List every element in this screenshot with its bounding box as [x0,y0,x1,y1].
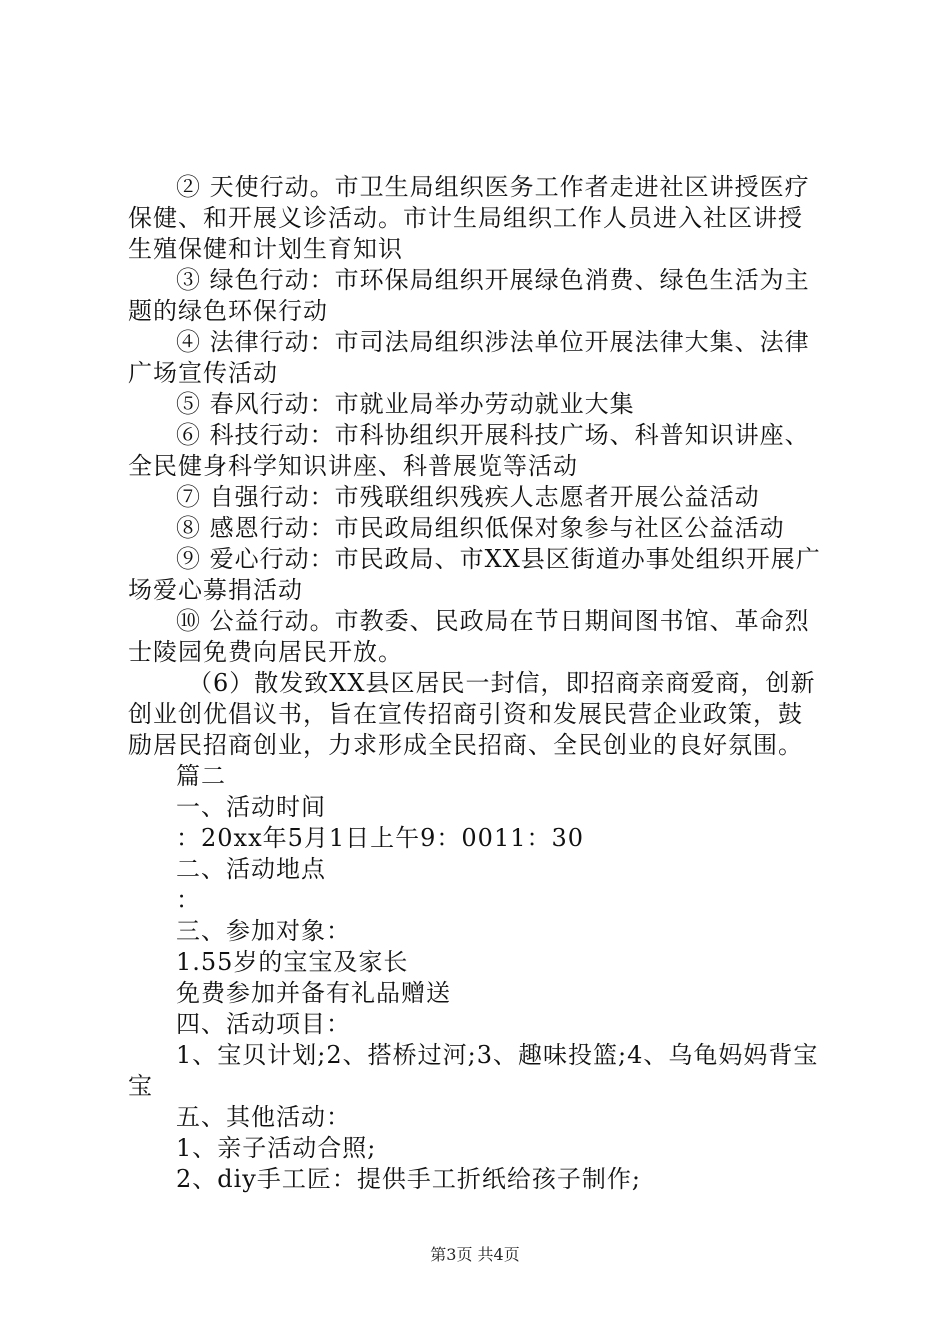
text-line: 广场宣传活动 [128,359,278,387]
text-line: ⑦ 自强行动：市残联组织残疾人志愿者开展公益活动 [176,483,760,511]
text-line: 1、亲子活动合照; [176,1134,377,1162]
text-line: 免费参加并备有礼品赠送 [176,979,451,1007]
text-line: ⑩ 公益行动。市教委、民政局在节日期间图书馆、革命烈 [176,607,810,635]
text-line: （6）散发致XX县区居民一封信，即招商亲商爱商，创新 [188,669,816,697]
section-heading: 篇二 [176,762,226,790]
text-line: 1、宝贝计划;2、搭桥过河;3、趣味投篮;4、乌龟妈妈背宝 [176,1041,819,1069]
text-line: ⑧ 感恩行动：市民政局组织低保对象参与社区公益活动 [176,514,785,542]
text-line: ： [176,886,201,914]
text-line: 题的绿色环保行动 [128,297,328,325]
text-line: 生殖保健和计划生育知识 [128,235,403,263]
text-line: ：20xx年5月1日上午9：0011：30 [176,824,585,852]
text-line: 士陵园免费向居民开放。 [128,638,403,666]
text-line: 三、参加对象： [176,917,351,945]
text-line: 励居民招商创业，力求形成全民招商、全民创业的良好氛围。 [128,731,803,759]
body-text [128,172,838,1195]
text-line: 创业创优倡议书，旨在宣传招商引资和发展民营企业政策，鼓 [128,700,803,728]
text-line: 宝 [128,1072,153,1100]
text-line: ④ 法律行动：市司法局组织涉法单位开展法律大集、法律 [176,328,810,356]
text-line: ⑥ 科技行动：市科协组织开展科技广场、科普知识讲座、 [176,421,810,449]
text-line: 四、活动项目： [176,1010,351,1038]
text-line: ② 天使行动。市卫生局组织医务工作者走进社区讲授医疗 [176,173,810,201]
text-line: 一、活动时间 [176,793,326,821]
text-line: 1.55岁的宝宝及家长 [176,948,409,976]
page-footer: 第3页 共4页 [430,1245,520,1264]
text-line: ⑨ 爱心行动：市民政局、市XX县区街道办事处组织开展广 [176,545,821,573]
text-line: ⑤ 春风行动：市就业局举办劳动就业大集 [176,390,635,418]
text-line: 2、diy手工匠：提供手工折纸给孩子制作; [176,1165,641,1193]
text-line: 全民健身科学知识讲座、科普展览等活动 [128,452,578,480]
text-line: 保健、和开展义诊活动。市计生局组织工作人员进入社区讲授 [128,204,803,232]
text-line: 二、活动地点 [176,855,326,883]
text-line: 五、其他活动： [176,1103,351,1131]
text-line: ③ 绿色行动：市环保局组织开展绿色消费、绿色生活为主 [176,266,810,294]
text-line: 场爱心募捐活动 [128,576,303,604]
